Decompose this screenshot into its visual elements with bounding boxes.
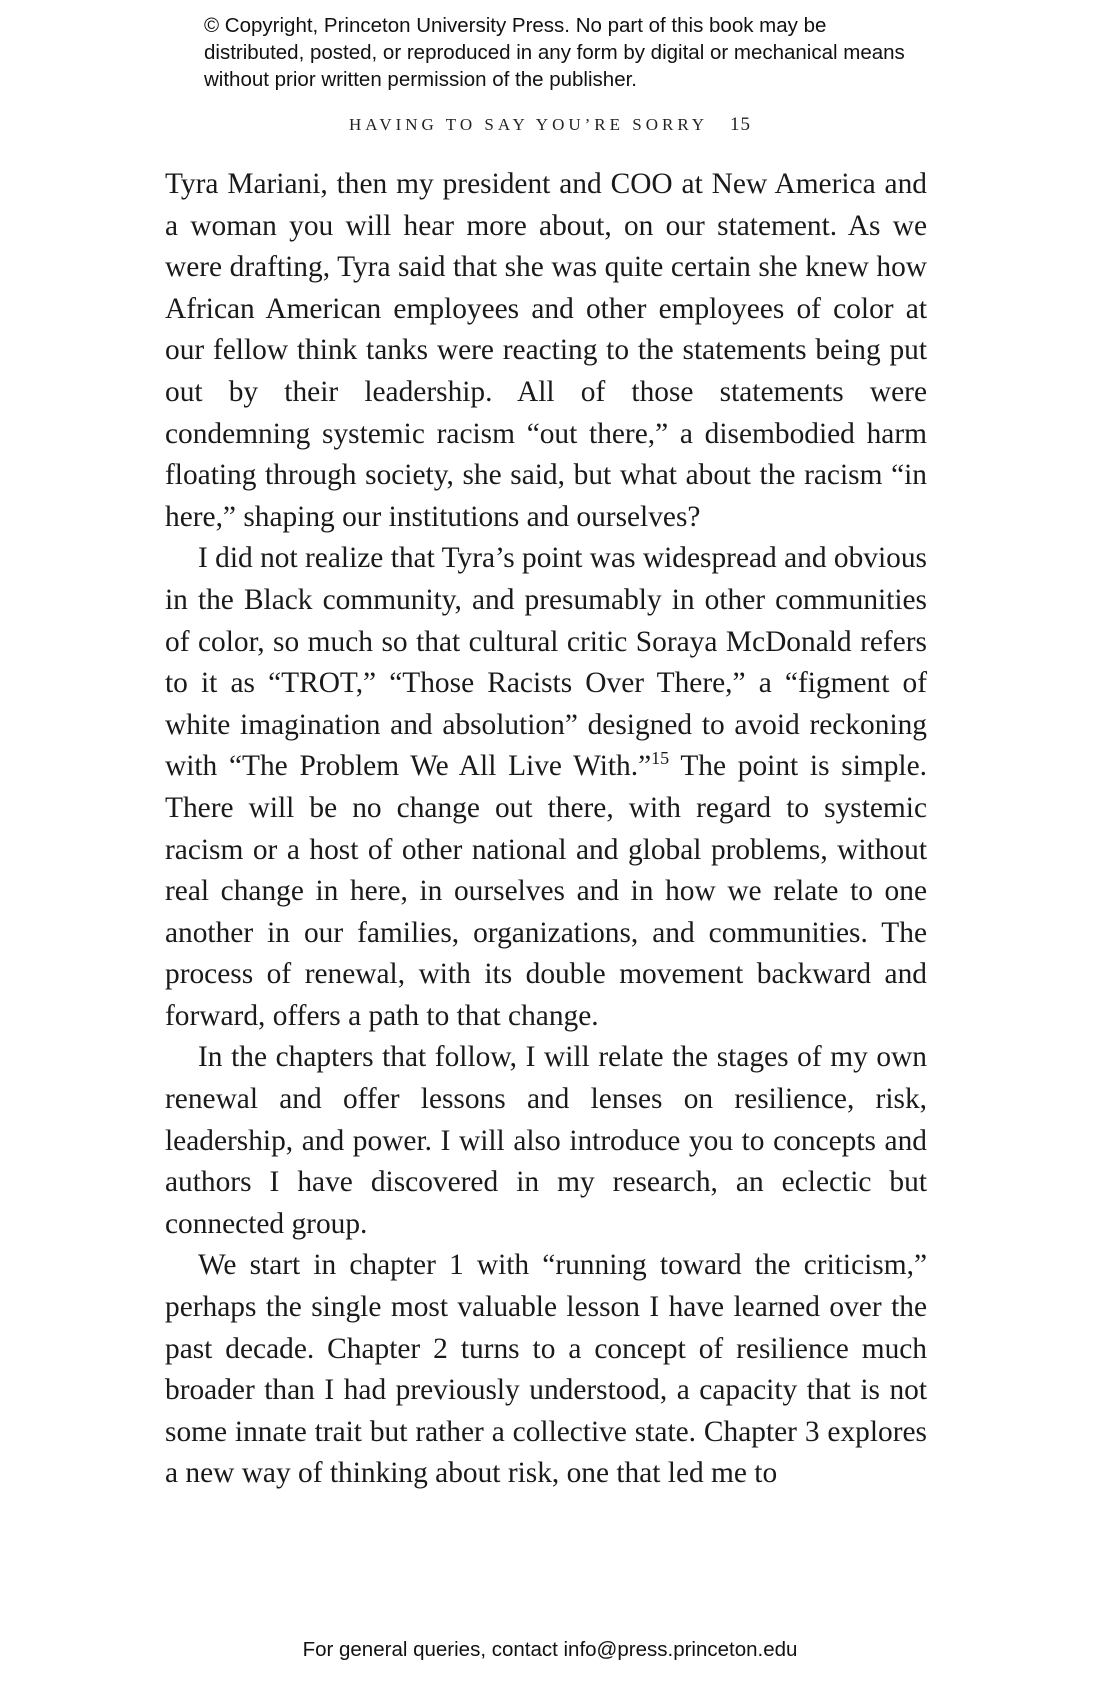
paragraph: In the chapters that follow, I will relate the stages of my own renewal and offer lessons and lenses on resilience, risk, leadership, and power. I will also introduce you to concepts and authors I have discovered in my research, an eclectic but connected group.	[165, 1041, 927, 1240]
paragraph: We start in chapter 1 with “running toward the criticism,” perhaps the single most valuable lesson I have learned over the past decade. Chapter 2 turns to a concept of resilience much broader than I had previously understood, a capacity that is not some innate trait but rather a collective state. Chapter 3 explores a new way of thinking about risk, one that led me to	[165, 1249, 927, 1490]
paragraph-text: I did not realize that Tyra’s point was widespread and obvious in the Black community, and presumably in other communities of color, so much so that cultural critic Soraya McDonald refers to it as “TROT,” “Those Racists Over There,” a “figment of white imagination and absolution” designed to avoid reckoning with “The Problem We All Live With.”	[165, 542, 927, 783]
running-head	[0, 114, 1100, 136]
copyright-notice: © Copyright, Princeton University Press. No part of this book may be distributed, posted, or reproduced in any form by digital or mechanical means without prior written permission of the publisher.	[204, 14, 905, 91]
paragraph	[165, 538, 927, 1037]
paragraph: Tyra Mariani, then my president and COO at New America and a woman you will hear more about, on our statement. As we were drafting, Tyra said that she was quite certain she knew how African American employees and other employees of color at our fellow think tanks were reacting to the statements being put out by their leadership. All of those statements were condemning systemic racism “out there,” a disembodied harm floating through society, she said, but what about the racism “in here,” shaping our institutions and ourselves?	[165, 168, 927, 533]
footer-contact: For general queries, contact info@press.princeton.edu	[302, 1638, 798, 1661]
paragraph-text: The point is simple. There will be no change out there, with regard to systemic racism or a host of other national and global problems, without real change in here, in ourselves and in how we relate to one another in our families, organizations, and communities. The process of renewal, with its double movement backward and forward, offers a path to that change.	[165, 750, 927, 1032]
page-number: 15	[730, 114, 752, 135]
footnote-reference: 15	[651, 748, 670, 769]
running-head-title: HAVING TO SAY YOU’RE SORRY	[348, 115, 709, 134]
body-text	[165, 164, 927, 1495]
